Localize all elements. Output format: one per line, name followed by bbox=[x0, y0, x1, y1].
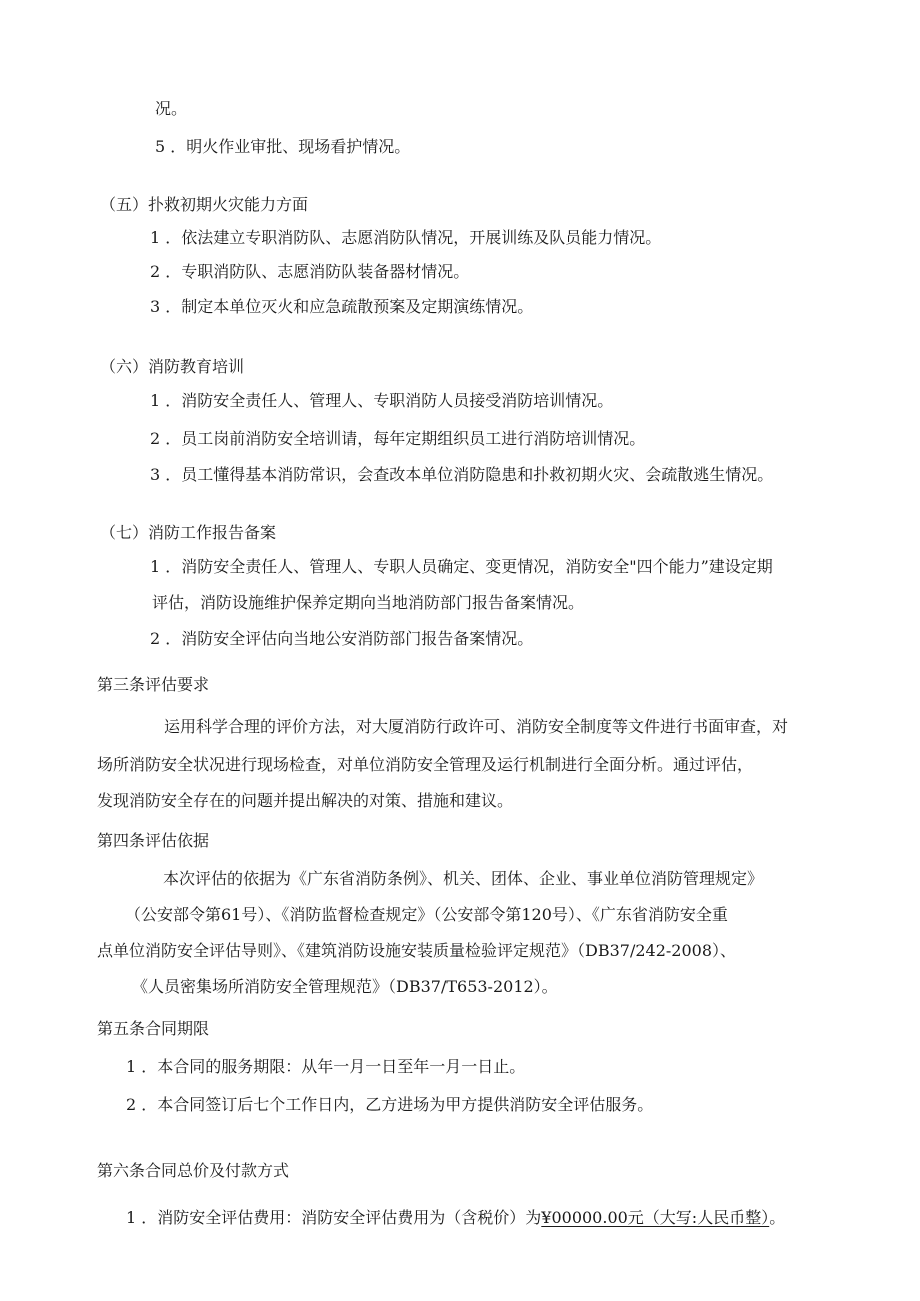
article-6-heading: 第六条合同总价及付款方式 bbox=[97, 1161, 290, 1180]
fee-amount: ¥00000.00元（大写:人民币整） bbox=[541, 1208, 770, 1227]
article-4-para-2: （公安部令第61号）、《消防监督检查规定》（公安部令第120号）、《广东省消防安全重 bbox=[125, 905, 728, 924]
section-7-item-1: 1 ．消防安全责任人、管理人、专职人员确定、变更情况，消防安全"四个能力”建设定期 bbox=[150, 557, 773, 576]
article-5-item-2: 2 ．本合同签订后七个工作日内，乙方进场为甲方提供消防安全评估服务。 bbox=[126, 1095, 654, 1114]
section-5-heading: （五）扑救初期火灾能力方面 bbox=[100, 195, 309, 214]
article-4-heading: 第四条评估依据 bbox=[97, 831, 210, 850]
item-5-open-flame: 5 ．明火作业审批、现场看护情况。 bbox=[155, 137, 411, 156]
section-6-item-3: 3 ．员工懂得基本消防常识，会查改本单位消防隐患和扑救初期火灾、会疏散逃生情况。 bbox=[150, 465, 774, 484]
article-5-item-1: 1 ．本合同的服务期限：从年一月一日至年一月一日止。 bbox=[126, 1057, 526, 1076]
fee-suffix: 。 bbox=[769, 1208, 786, 1227]
article-4-para-4: 《人员密集场所消防安全管理规范》（DB37/T653-2012）。 bbox=[132, 977, 558, 996]
article-4-para-3: 点单位消防安全评估导则》、《建筑消防设施安装质量检验评定规范》（DB37/242-2008）、 bbox=[97, 941, 737, 960]
fee-prefix: 1 ．消防安全评估费用：消防安全评估费用为（含税价）为 bbox=[126, 1208, 542, 1227]
article-3-para-3: 发现消防安全存在的问题并提出解决的对策、措施和建议。 bbox=[97, 791, 514, 810]
line-kuang: 况。 bbox=[155, 99, 188, 118]
article-5-heading: 第五条合同期限 bbox=[97, 1019, 210, 1038]
section-5-item-2: 2 ．专职消防队、志愿消防队装备器材情况。 bbox=[150, 262, 470, 281]
section-5-item-3: 3 ．制定本单位灭火和应急疏散预案及定期演练情况。 bbox=[150, 297, 534, 316]
section-7-item-2: 2 ．消防安全评估向当地公安消防部门报告备案情况。 bbox=[150, 629, 534, 648]
section-6-heading: （六）消防教育培训 bbox=[100, 357, 245, 376]
article-6-fee-line bbox=[126, 1207, 785, 1229]
article-4-para-1: 本次评估的依据为《广东省消防条例》、机关、团体、企业、事业单位消防管理规定》 bbox=[163, 869, 764, 888]
section-6-item-1: 1 ．消防安全责任人、管理人、专职消防人员接受消防培训情况。 bbox=[150, 391, 614, 410]
article-3-para-1: 运用科学合理的评价方法，对大厦消防行政许可、消防安全制度等文件进行书面审查，对 bbox=[164, 717, 789, 736]
section-7-heading: （七）消防工作报告备案 bbox=[100, 523, 277, 542]
section-5-item-1: 1 ．依法建立专职消防队、志愿消防队情况，开展训练及队员能力情况。 bbox=[150, 228, 662, 247]
section-6-item-2: 2 ．员工岗前消防安全培训请，每年定期组织员工进行消防培训情况。 bbox=[150, 429, 646, 448]
article-3-para-2: 场所消防安全状况进行现场检查，对单位消防安全管理及运行机制进行全面分析。通过评估， bbox=[97, 755, 754, 774]
section-7-item-1-cont: 评估，消防设施维护保养定期向当地消防部门报告备案情况。 bbox=[152, 593, 585, 612]
article-3-heading: 第三条评估要求 bbox=[97, 675, 210, 694]
